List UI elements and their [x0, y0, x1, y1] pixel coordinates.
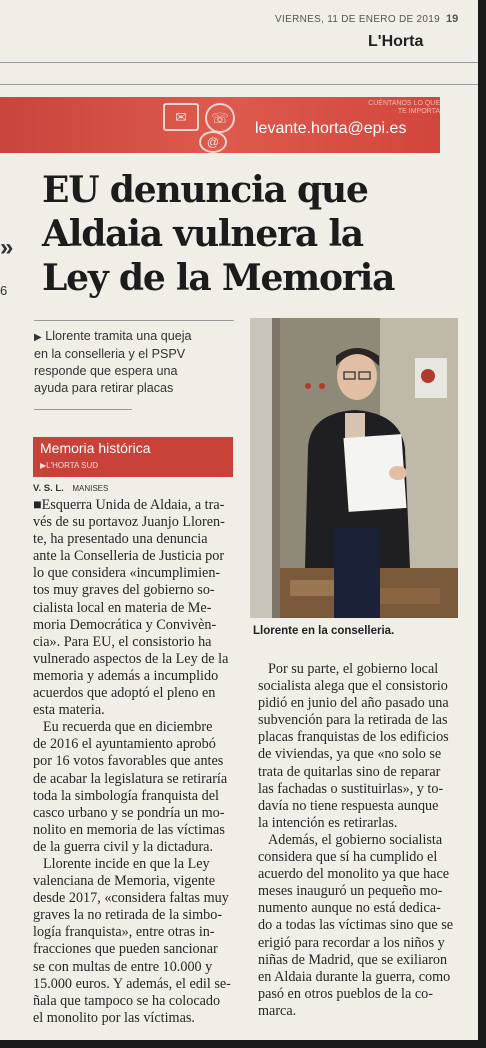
whatsapp-icon: ☏: [205, 103, 235, 133]
header-rule-lower: [0, 84, 478, 85]
article-line: meses inauguró un pequeño mo-: [258, 883, 443, 900]
prev-article-arrow: »: [0, 234, 14, 261]
article-line: ■Esquerra Unida de Aldaia, a tra-: [33, 497, 225, 513]
byline-place: MANISES: [72, 484, 109, 493]
article-line: esta materia.: [33, 702, 105, 719]
article-line: graves la no retirada de la simbo-: [33, 907, 223, 924]
article-line: toda la simbología franquista del: [33, 787, 219, 804]
kicker-subtitle: ▶L'HORTA SUD: [40, 461, 99, 470]
article-line: vés de su portavoz Juanjo Lloren-: [33, 514, 225, 531]
banner-email[interactable]: levante.horta@epi.es: [255, 120, 407, 137]
article-column-2: [258, 661, 453, 1020]
article-line: cia». Para EU, el consistorio ha: [33, 633, 212, 650]
article-line: davía no tiene respuesta aunque: [258, 797, 439, 814]
page-date: VIERNES, 11 DE ENERO DE 2019: [275, 14, 440, 25]
article-line: de acabar la legislatura se retiraría: [33, 770, 228, 787]
article-line: nolito en memoria de las víctimas: [33, 821, 225, 838]
photo-llorente: [250, 318, 458, 618]
subhead-rule-bottom: [34, 409, 132, 410]
article-column-1: [33, 497, 231, 1027]
article-line: ñala que tampoco se ha colocado: [33, 992, 221, 1009]
byline: [33, 483, 108, 494]
article-subhead: ▶ Llorente tramita una queja en la conselleria y el PSPV responde que espera una ayuda para retirar placas: [34, 329, 192, 395]
article-line: vulnerado aspectos de la Ley de la: [33, 650, 229, 667]
photo-caption: Llorente en la conselleria.: [253, 625, 395, 637]
prev-article-number: 6: [0, 283, 8, 298]
article-line: do a todas las víctimas sino que se: [258, 917, 454, 934]
banner-tagline: CUÉNTANOS LO QUE TE IMPORTA: [368, 100, 440, 115]
triangle-icon: ▶: [34, 332, 42, 343]
article-line: moria Democrática y Convivèn-: [33, 616, 217, 633]
article-line: 15.000 euros. Y además, el edil se-: [33, 975, 231, 992]
header-rule: [0, 62, 478, 63]
article-line: desde 2017, «considera faltas muy: [33, 890, 229, 907]
article-line: Eu recuerda que en diciembre: [43, 719, 213, 736]
article-line: considera que sí ha cumplido el: [258, 849, 438, 866]
article-headline: EU denuncia que Aldaia vulnera la Ley de la Memoria: [42, 169, 395, 299]
article-line: te, ha presentado una denuncia: [33, 531, 208, 548]
article-line: de la guerra civil y la dictadura.: [33, 838, 214, 855]
envelope-icon: ✉: [163, 103, 199, 131]
article-line: valenciana de Memoria, vigente: [33, 873, 215, 890]
article-line: subvención para la retirada de las: [258, 712, 448, 729]
article-line: tos muy graves del gobierno so-: [33, 582, 215, 599]
article-photo: [250, 318, 458, 618]
article-line: de 2016 el ayuntamiento aprobó: [33, 736, 216, 753]
kicker-title: Memoria histórica: [40, 440, 151, 456]
article-line: lo que considera «incumplimien-: [33, 565, 221, 582]
article-line: memoria y además a incumplido: [33, 667, 219, 684]
article-line: pidió en junio del año pasado una: [258, 695, 449, 712]
article-line: cialista local en materia de Me-: [33, 599, 212, 616]
article-line: fracciones que pueden sancionar: [33, 941, 218, 958]
article-line: marca.: [258, 1002, 297, 1019]
page-number: 19: [446, 13, 459, 25]
triangle-icon: ▶: [40, 461, 47, 470]
article-line: por 16 votos favorables que antes: [33, 753, 224, 770]
article-line: de viviendas, ya que «no solo se: [258, 746, 442, 763]
section-title: L'Horta: [368, 33, 424, 50]
article-line: logía franquista», entre otras in-: [33, 924, 215, 941]
article-line: trata de quitarlas sino de reparar: [258, 763, 441, 780]
article-line: Además, el gobierno socialista: [268, 831, 443, 848]
article-line: el monolito por las víctimas.: [33, 1009, 195, 1026]
article-line: acuerdo del monolito ya que hace: [258, 866, 450, 883]
at-icon: @: [199, 131, 227, 153]
article-line: en Aldaia durante la guerra, como: [258, 968, 451, 985]
article-line: acuerdos que adoptó el pleno en: [33, 685, 216, 702]
article-line: niñas de Madrid, que se exiliaron: [258, 951, 448, 968]
article-line: la intención es retirarlas.: [258, 814, 398, 831]
article-line: numento aunque no está dedica-: [258, 900, 441, 917]
article-line: las fachadas o sustituirlas», y to-: [258, 780, 444, 797]
article-line: se con multas de entre 10.000 y: [33, 958, 213, 975]
subhead-rule-top: [34, 320, 234, 321]
article-line: socialista alega que el consistorio: [258, 678, 448, 695]
article-line: pasó en otros pueblos de la co-: [258, 985, 433, 1002]
article-line: Por su parte, el gobierno local: [268, 661, 439, 677]
article-line: erigió para recordar a los niños y: [258, 934, 445, 951]
article-line: ante la Conselleria de Justicia por: [33, 548, 225, 565]
article-line: placas franquistas de los edificios: [258, 729, 449, 746]
article-line: Llorente incide en que la Ley: [43, 855, 210, 872]
article-line: casco urbano y se pondría un mo-: [33, 804, 225, 821]
byline-author: V. S. L.: [33, 483, 64, 494]
